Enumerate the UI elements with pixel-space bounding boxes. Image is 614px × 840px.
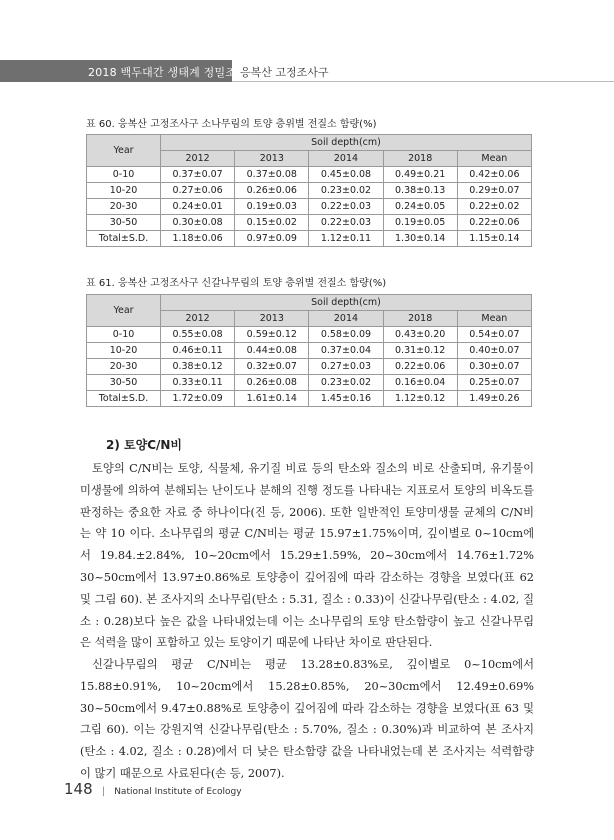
table-cell: 0.27±0.03 — [309, 359, 383, 375]
table-61-col-header: 2014 — [309, 311, 383, 327]
table-61-col-header: 2018 — [383, 311, 457, 327]
table-row — [87, 375, 532, 391]
table-61-year-header: Year — [87, 295, 161, 327]
table-cell: 0.43±0.20 — [383, 327, 457, 343]
row-label: 30-50 — [87, 375, 161, 391]
table-cell: 0.33±0.11 — [161, 375, 235, 391]
table-cell: 0.15±0.02 — [235, 215, 309, 231]
table-cell: 0.42±0.06 — [457, 167, 531, 183]
table-cell: 0.23±0.02 — [309, 375, 383, 391]
table-cell: 0.24±0.01 — [161, 199, 235, 215]
table-cell: 0.25±0.07 — [457, 375, 531, 391]
table-cell: 1.15±0.14 — [457, 231, 531, 247]
table-cell: 1.49±0.26 — [457, 391, 531, 407]
table-cell: 0.37±0.08 — [235, 167, 309, 183]
table-60-col-header: 2014 — [309, 151, 383, 167]
footer-organization: National Institute of Ecology — [114, 787, 242, 797]
table-cell: 0.44±0.08 — [235, 343, 309, 359]
body-paragraph: 토양의 C/N비는 토양, 식물체, 유기질 비료 등의 탄소와 질소의 비로 산출되며, 유기물이 미생물에 의하여 분해되는 난이도나 분해의 진행 정도를 나타내는 지표로서 토양의 비옥도를 판정하는 중요한 자료 중 하나이다(진 등, 2006). 또한 일반적인 토양미생물 균체의 C/N비는 약 10 이다. 소나무림의 평균 C/N비는 평균 15.97±1.75%이며, 깊이별로 0~10cm에서 19.84.±2.84%, 10~20cm에서 15.29±1.59%, 20~30cm에서 14.76±1.72% 30~50cm에서 13.97±0.86%로 토양층이 깊어짐에 따라 감소하는 경향을 보였다(표 62 및 그림 60). 본 조사지의 소나무림(탄소 : 5.31, 질소 : 0.33)이 신갈나무림(탄소 : 4.02, 질소 : 0.28)보다 높은 값을 나타내었는데 이는 소나무림의 토양 탄소함량이 높고 신갈나무림은 석력을 많이 포함하고 있는 토양이기 때문에 나타난 차이로 판단된다. — [80, 462, 534, 650]
table-cell: 0.29±0.07 — [457, 183, 531, 199]
table-cell: 1.18±0.06 — [161, 231, 235, 247]
table-60-col-header: 2012 — [161, 151, 235, 167]
table-cell: 0.30±0.08 — [161, 215, 235, 231]
table-cell: 0.22±0.03 — [309, 215, 383, 231]
table-cell: 0.19±0.03 — [235, 199, 309, 215]
header-rule — [232, 81, 614, 82]
table-cell: 0.38±0.12 — [161, 359, 235, 375]
table-cell: 0.37±0.04 — [309, 343, 383, 359]
row-label: 10-20 — [87, 183, 161, 199]
table-cell: 1.12±0.11 — [309, 231, 383, 247]
table-cell: 0.22±0.02 — [457, 199, 531, 215]
table-cell: 1.45±0.16 — [309, 391, 383, 407]
table-cell: 0.49±0.21 — [383, 167, 457, 183]
row-label: 0-10 — [87, 327, 161, 343]
table-cell: 0.31±0.12 — [383, 343, 457, 359]
table-row — [87, 167, 532, 183]
running-header — [0, 60, 614, 82]
table-cell: 0.55±0.08 — [161, 327, 235, 343]
page-number: 148 — [64, 780, 93, 798]
table-61-col-header: Mean — [457, 311, 531, 327]
table-60-col-header: 2018 — [383, 151, 457, 167]
table-cell: 0.46±0.11 — [161, 343, 235, 359]
table-row — [87, 231, 532, 247]
row-label: 0-10 — [87, 167, 161, 183]
table-cell: 1.30±0.14 — [383, 231, 457, 247]
table-61-col-header: 2012 — [161, 311, 235, 327]
table-row — [87, 199, 532, 215]
table-cell: 1.12±0.12 — [383, 391, 457, 407]
table-row — [87, 359, 532, 375]
table-cell: 0.22±0.06 — [457, 215, 531, 231]
table-cell: 0.32±0.07 — [235, 359, 309, 375]
table-61 — [86, 294, 532, 407]
table-row — [87, 391, 532, 407]
table-cell: 0.54±0.07 — [457, 327, 531, 343]
table-cell: 0.30±0.07 — [457, 359, 531, 375]
table-cell: 0.23±0.02 — [309, 183, 383, 199]
table-cell: 0.58±0.09 — [309, 327, 383, 343]
row-label: Total±S.D. — [87, 391, 161, 407]
table-cell: 0.37±0.07 — [161, 167, 235, 183]
table-row — [87, 327, 532, 343]
row-label: Total±S.D. — [87, 231, 161, 247]
table-cell: 0.45±0.08 — [309, 167, 383, 183]
table-cell: 0.97±0.09 — [235, 231, 309, 247]
row-label: 10-20 — [87, 343, 161, 359]
table-60-year-header: Year — [87, 135, 161, 167]
table-cell: 0.26±0.08 — [235, 375, 309, 391]
table-60-group-header: Soil depth(cm) — [161, 135, 532, 151]
table-cell: 0.40±0.07 — [457, 343, 531, 359]
table-row — [87, 183, 532, 199]
row-label: 30-50 — [87, 215, 161, 231]
page-footer — [64, 779, 242, 798]
table-cell: 0.26±0.06 — [235, 183, 309, 199]
table-cell: 0.16±0.04 — [383, 375, 457, 391]
header-section: 응복산 고정조사구 — [240, 66, 329, 79]
row-label: 20-30 — [87, 199, 161, 215]
table-60 — [86, 134, 532, 247]
table-61-col-header: 2013 — [235, 311, 309, 327]
table-60-col-header: 2013 — [235, 151, 309, 167]
table-cell: 0.24±0.05 — [383, 199, 457, 215]
table-60-col-header: Mean — [457, 151, 531, 167]
table-cell: 0.59±0.12 — [235, 327, 309, 343]
table-row — [87, 343, 532, 359]
table-row — [87, 215, 532, 231]
row-label: 20-30 — [87, 359, 161, 375]
table-cell: 0.27±0.06 — [161, 183, 235, 199]
table-cell: 0.19±0.05 — [383, 215, 457, 231]
table-cell: 1.72±0.09 — [161, 391, 235, 407]
table-61-group-header: Soil depth(cm) — [161, 295, 532, 311]
section-heading: 2) 토양C/N비 — [106, 438, 183, 452]
table-cell: 1.61±0.14 — [235, 391, 309, 407]
footer-separator: | — [101, 786, 106, 797]
table-61-caption: 표 61. 응복산 고정조사구 신갈나무림의 토양 층위별 전질소 함량(%) — [86, 278, 387, 289]
table-cell: 0.22±0.03 — [309, 199, 383, 215]
header-title: 2018 백두대간 생태계 정밀조사 — [88, 66, 247, 79]
table-cell: 0.38±0.13 — [383, 183, 457, 199]
table-60-caption: 표 60. 응복산 고정조사구 소나무림의 토양 층위별 전질소 함량(%) — [86, 119, 377, 130]
table-cell: 0.22±0.06 — [383, 359, 457, 375]
body-paragraph: 신갈나무림의 평균 C/N비는 평균 13.28±0.83%로, 깊이별로 0~10cm에서 15.88±0.91%, 10~20cm에서 15.28±0.85%, 20~30cm에서 12.49±0.69% 30~50cm에서 9.47±0.88%로 토양층이 깊어짐에 따라 감소하는 경향을 보였다(표 63 및 그림 60). 이는 강원지역 신갈나무림(탄소 : 5.70%, 질소 : 0.30%)과 비교하여 본 조사지(탄소 : 4.02, 질소 : 0.28)에서 더 낮은 탄소함량 값을 나타내었는데 본 조사지는 석력함량이 많기 때문으로 사료된다(손 등, 2007). — [80, 658, 534, 780]
